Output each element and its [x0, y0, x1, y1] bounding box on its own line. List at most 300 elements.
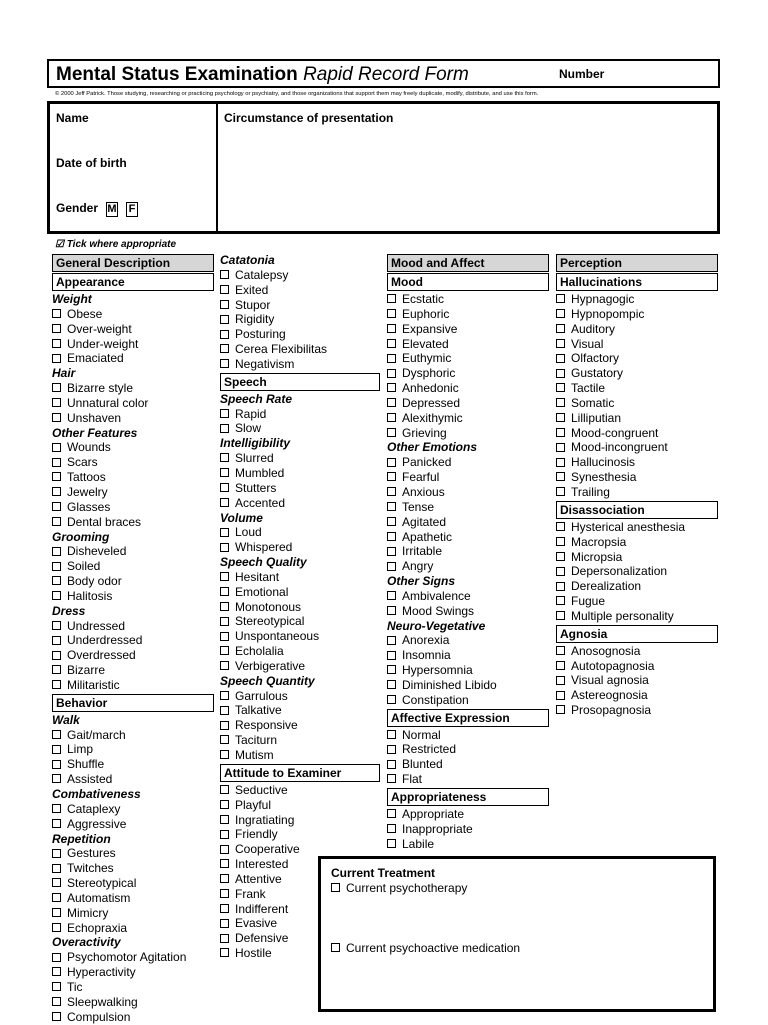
option-mood-incongruent[interactable] — [556, 440, 718, 455]
checkbox[interactable] — [387, 824, 396, 833]
option-unspontaneous[interactable] — [220, 629, 380, 644]
option-assisted[interactable] — [52, 772, 214, 787]
checkbox[interactable] — [387, 517, 396, 526]
checkbox[interactable] — [556, 567, 565, 576]
checkbox[interactable] — [52, 383, 61, 392]
option-prosopagnosia[interactable] — [556, 703, 718, 718]
checkbox[interactable] — [387, 532, 396, 541]
checkbox[interactable] — [556, 537, 565, 546]
checkbox[interactable] — [387, 547, 396, 556]
checkbox[interactable] — [220, 359, 229, 368]
checkbox[interactable] — [52, 953, 61, 962]
option-label: Angry — [402, 559, 434, 574]
checkbox[interactable] — [556, 611, 565, 620]
checkbox[interactable] — [52, 878, 61, 887]
option-mutism[interactable] — [220, 748, 380, 763]
option-gait-march[interactable] — [52, 728, 214, 743]
checkbox[interactable] — [220, 721, 229, 730]
checkbox[interactable] — [220, 785, 229, 794]
circumstance-field[interactable]: Circumstance of presentation — [224, 111, 394, 125]
option-soiled[interactable] — [52, 559, 214, 574]
checkbox[interactable] — [52, 443, 61, 452]
checkbox[interactable] — [556, 661, 565, 670]
checkbox[interactable] — [52, 309, 61, 318]
checkbox[interactable] — [387, 839, 396, 848]
checkbox[interactable] — [220, 646, 229, 655]
option-apathetic[interactable] — [387, 530, 549, 545]
treatment-psychotherapy[interactable] — [331, 881, 467, 895]
option-under-weight[interactable] — [52, 337, 214, 352]
checkbox[interactable] — [52, 458, 61, 467]
checkbox[interactable] — [387, 562, 396, 571]
option-underdressed[interactable] — [52, 633, 214, 648]
checkbox[interactable] — [52, 591, 61, 600]
option-label: Whispered — [235, 540, 293, 555]
option-ecstatic[interactable] — [387, 292, 549, 307]
option-garrulous[interactable] — [220, 689, 380, 704]
option-visual[interactable] — [556, 337, 718, 352]
checkbox[interactable] — [220, 453, 229, 462]
checkbox[interactable] — [387, 774, 396, 783]
checkbox[interactable] — [52, 517, 61, 526]
checkbox[interactable] — [52, 760, 61, 769]
checkbox[interactable] — [387, 680, 396, 689]
gender-m-box[interactable]: M — [107, 203, 117, 215]
option-derealization[interactable] — [556, 579, 718, 594]
checkbox[interactable] — [220, 815, 229, 824]
checkbox[interactable] — [52, 547, 61, 556]
checkbox[interactable] — [331, 883, 340, 892]
option-depressed[interactable] — [387, 396, 549, 411]
option-tactile[interactable] — [556, 381, 718, 396]
checkbox[interactable] — [220, 948, 229, 957]
checkbox[interactable] — [52, 1012, 61, 1021]
option-echopraxia[interactable] — [52, 921, 214, 936]
checkbox[interactable] — [387, 413, 396, 422]
section-header-general-description: General Description — [52, 254, 214, 272]
option-catalepsy[interactable] — [220, 268, 380, 283]
option-mood-congruent[interactable] — [556, 426, 718, 441]
option-expansive[interactable] — [387, 322, 549, 337]
option-visual-agnosia[interactable] — [556, 673, 718, 688]
checkbox[interactable] — [556, 369, 565, 378]
option-somatic[interactable] — [556, 396, 718, 411]
option-restricted[interactable] — [387, 742, 549, 757]
option-verbigerative[interactable] — [220, 659, 380, 674]
checkbox[interactable] — [556, 458, 565, 467]
subheading-dress: Dress — [52, 603, 86, 618]
option-limp[interactable] — [52, 742, 214, 757]
checkbox[interactable] — [556, 676, 565, 685]
option-mood-swings[interactable] — [387, 604, 549, 619]
checkbox[interactable] — [52, 680, 61, 689]
checkbox[interactable] — [52, 562, 61, 571]
option-overdressed[interactable] — [52, 648, 214, 663]
checkbox[interactable] — [387, 606, 396, 615]
option-label: Anxious — [402, 484, 445, 499]
option-grieving[interactable] — [387, 426, 549, 441]
checkbox[interactable] — [52, 576, 61, 585]
option-hypnopompic[interactable] — [556, 307, 718, 322]
checkbox[interactable] — [556, 294, 565, 303]
option-negativism[interactable] — [220, 357, 380, 372]
option-euthymic[interactable] — [387, 351, 549, 366]
option-whispered[interactable] — [220, 540, 380, 555]
option-slurred[interactable] — [220, 451, 380, 466]
checkbox[interactable] — [220, 859, 229, 868]
treatment-medication[interactable] — [331, 941, 520, 955]
option-multiple-personality[interactable] — [556, 609, 718, 624]
option-lilliputian[interactable] — [556, 411, 718, 426]
checkbox[interactable] — [220, 483, 229, 492]
option-responsive[interactable] — [220, 718, 380, 733]
checkbox[interactable] — [387, 651, 396, 660]
checkbox[interactable] — [220, 904, 229, 913]
checkbox[interactable] — [52, 908, 61, 917]
option-compulsion[interactable] — [52, 1010, 214, 1025]
option-appropriate[interactable] — [387, 807, 549, 822]
option-elevated[interactable] — [387, 337, 549, 352]
checkbox[interactable] — [387, 324, 396, 333]
checkbox[interactable] — [220, 617, 229, 626]
checkbox[interactable] — [556, 428, 565, 437]
number-field[interactable] — [551, 61, 718, 86]
checkbox[interactable] — [220, 300, 229, 309]
option-emaciated[interactable] — [52, 351, 214, 366]
option-tic[interactable] — [52, 980, 214, 995]
option-rapid[interactable] — [220, 407, 380, 422]
option-autotopagnosia[interactable] — [556, 659, 718, 674]
option-gustatory[interactable] — [556, 366, 718, 381]
checkbox[interactable] — [556, 691, 565, 700]
checkbox[interactable] — [52, 651, 61, 660]
option-fearful[interactable] — [387, 470, 549, 485]
checkbox[interactable] — [387, 502, 396, 511]
checkbox[interactable] — [52, 774, 61, 783]
section-header-agnosia: Agnosia — [556, 625, 718, 643]
checkbox[interactable] — [556, 354, 565, 363]
checkbox[interactable] — [556, 309, 565, 318]
checkbox[interactable] — [52, 967, 61, 976]
option-agitated[interactable] — [387, 515, 549, 530]
checkbox[interactable] — [52, 502, 61, 511]
option-normal[interactable] — [387, 728, 549, 743]
option-angry[interactable] — [387, 559, 549, 574]
checkbox[interactable] — [387, 809, 396, 818]
option-slow[interactable] — [220, 421, 380, 436]
checkbox[interactable] — [556, 582, 565, 591]
option-talkative[interactable] — [220, 703, 380, 718]
checkbox[interactable] — [220, 344, 229, 353]
option-hallucinosis[interactable] — [556, 455, 718, 470]
checkbox[interactable] — [220, 889, 229, 898]
checkbox[interactable] — [220, 602, 229, 611]
checkbox[interactable] — [556, 522, 565, 531]
option-label: Lilliputian — [571, 410, 622, 425]
checkbox[interactable] — [556, 398, 565, 407]
checkbox[interactable] — [220, 409, 229, 418]
option-inappropriate[interactable] — [387, 822, 549, 837]
option-micropsia[interactable] — [556, 550, 718, 565]
checkbox[interactable] — [52, 997, 61, 1006]
option-label: Talkative — [235, 703, 282, 718]
checkbox[interactable] — [387, 472, 396, 481]
checkbox[interactable] — [52, 354, 61, 363]
option-playful[interactable] — [220, 798, 380, 813]
checkbox[interactable] — [220, 528, 229, 537]
option-olfactory[interactable] — [556, 351, 718, 366]
option-label: Automatism — [67, 890, 131, 905]
checkbox[interactable] — [220, 845, 229, 854]
checkbox[interactable] — [556, 646, 565, 655]
checkbox[interactable] — [387, 665, 396, 674]
option-aggressive[interactable] — [52, 817, 214, 832]
option-label: Anhedonic — [402, 381, 459, 396]
checkbox[interactable] — [387, 294, 396, 303]
option-rigidity[interactable] — [220, 312, 380, 327]
checkbox[interactable] — [220, 498, 229, 507]
dob-field[interactable]: Date of birth — [56, 156, 127, 170]
option-scars[interactable] — [52, 455, 214, 470]
checkbox[interactable] — [52, 923, 61, 932]
checkbox[interactable] — [556, 705, 565, 714]
option-gestures[interactable] — [52, 846, 214, 861]
option-anosognosia[interactable] — [556, 644, 718, 659]
checkbox[interactable] — [387, 760, 396, 769]
checkbox[interactable] — [220, 543, 229, 552]
option-ingratiating[interactable] — [220, 813, 380, 828]
option-over-weight[interactable] — [52, 322, 214, 337]
option-psychomotor-agitation[interactable] — [52, 950, 214, 965]
checkbox[interactable] — [556, 383, 565, 392]
option-glasses[interactable] — [52, 500, 214, 515]
option-exited[interactable] — [220, 283, 380, 298]
checkbox[interactable] — [220, 735, 229, 744]
checkbox[interactable] — [556, 487, 565, 496]
option-fugue[interactable] — [556, 594, 718, 609]
checkbox[interactable] — [52, 413, 61, 422]
option-tattoos[interactable] — [52, 470, 214, 485]
option-cerea-flexibilitas[interactable] — [220, 342, 380, 357]
checkbox[interactable] — [387, 636, 396, 645]
option-dysphoric[interactable] — [387, 366, 549, 381]
option-hesitant[interactable] — [220, 570, 380, 585]
option-label: Hypnopompic — [571, 306, 645, 321]
checkbox[interactable] — [220, 691, 229, 700]
checkbox[interactable] — [52, 621, 61, 630]
option-diminished-libido[interactable] — [387, 678, 549, 693]
option-anorexia[interactable] — [387, 633, 549, 648]
option-hysterical-anesthesia[interactable] — [556, 520, 718, 535]
checkbox[interactable] — [52, 864, 61, 873]
option-stupor[interactable] — [220, 298, 380, 313]
option-irritable[interactable] — [387, 544, 549, 559]
option-accented[interactable] — [220, 496, 380, 511]
option-flat[interactable] — [387, 772, 549, 787]
option-militaristic[interactable] — [52, 678, 214, 693]
checkbox[interactable] — [220, 874, 229, 883]
page-title — [56, 64, 469, 86]
option-trailing[interactable] — [556, 485, 718, 500]
checkbox[interactable] — [220, 424, 229, 433]
option-shuffle[interactable] — [52, 757, 214, 772]
checkbox[interactable] — [387, 745, 396, 754]
option-echolalia[interactable] — [220, 644, 380, 659]
option-obese[interactable] — [52, 307, 214, 322]
option-stutters[interactable] — [220, 481, 380, 496]
option-automatism[interactable] — [52, 891, 214, 906]
checkbox[interactable] — [220, 706, 229, 715]
checkbox[interactable] — [387, 398, 396, 407]
checkbox[interactable] — [387, 354, 396, 363]
option-euphoric[interactable] — [387, 307, 549, 322]
checkbox[interactable] — [556, 324, 565, 333]
option-depersonalization[interactable] — [556, 564, 718, 579]
checkbox[interactable] — [52, 636, 61, 645]
checkbox[interactable] — [52, 472, 61, 481]
option-mumbled[interactable] — [220, 466, 380, 481]
option-labile[interactable] — [387, 837, 549, 852]
option-label: Ambivalence — [402, 588, 471, 603]
option-twitches[interactable] — [52, 861, 214, 876]
option-constipation[interactable] — [387, 693, 549, 708]
checkbox[interactable] — [52, 849, 61, 858]
checkbox[interactable] — [387, 369, 396, 378]
option-stereotypical[interactable] — [52, 876, 214, 891]
option-wounds[interactable] — [52, 440, 214, 455]
checkbox[interactable] — [52, 339, 61, 348]
checkbox[interactable] — [387, 428, 396, 437]
option-cooperative[interactable] — [220, 842, 380, 857]
checkbox[interactable] — [387, 458, 396, 467]
checkbox[interactable] — [220, 285, 229, 294]
option-bizarre[interactable] — [52, 663, 214, 678]
option-label: Rigidity — [235, 312, 275, 327]
option-unshaven[interactable] — [52, 411, 214, 426]
checkbox[interactable] — [387, 383, 396, 392]
option-unnatural-color[interactable] — [52, 396, 214, 411]
option-hypersomnia[interactable] — [387, 663, 549, 678]
checkbox[interactable] — [220, 270, 229, 279]
option-auditory[interactable] — [556, 322, 718, 337]
option-macropsia[interactable] — [556, 535, 718, 550]
checkbox[interactable] — [52, 398, 61, 407]
option-tense[interactable] — [387, 500, 549, 515]
checkbox[interactable] — [331, 943, 340, 952]
checkbox[interactable] — [556, 596, 565, 605]
option-emotional[interactable] — [220, 585, 380, 600]
option-undressed[interactable] — [52, 619, 214, 634]
option-panicked[interactable] — [387, 455, 549, 470]
option-label: Emotional — [235, 584, 289, 599]
option-label: Ingratiating — [235, 812, 295, 827]
checkbox[interactable] — [220, 919, 229, 928]
option-label: Hesitant — [235, 569, 280, 584]
option-monotonous[interactable] — [220, 600, 380, 615]
checkbox[interactable] — [387, 339, 396, 348]
checkbox[interactable] — [556, 413, 565, 422]
checkbox[interactable] — [220, 330, 229, 339]
option-sleepwalking[interactable] — [52, 995, 214, 1010]
checkbox[interactable] — [52, 819, 61, 828]
option-ambivalence[interactable] — [387, 589, 549, 604]
checkbox[interactable] — [387, 309, 396, 318]
checkbox[interactable] — [52, 665, 61, 674]
option-label: Hallucinosis — [571, 455, 636, 470]
option-jewelry[interactable] — [52, 485, 214, 500]
checkbox[interactable] — [220, 587, 229, 596]
option-label: Agitated — [402, 514, 447, 529]
option-anxious[interactable] — [387, 485, 549, 500]
checkbox[interactable] — [220, 468, 229, 477]
option-bizarre-style[interactable] — [52, 381, 214, 396]
checkbox[interactable] — [556, 552, 565, 561]
option-taciturn[interactable] — [220, 733, 380, 748]
option-cataplexy[interactable] — [52, 802, 214, 817]
gender-f-box[interactable]: F — [126, 202, 138, 217]
option-synesthesia[interactable] — [556, 470, 718, 485]
checkbox[interactable] — [220, 315, 229, 324]
checkbox[interactable] — [556, 443, 565, 452]
checkbox[interactable] — [52, 982, 61, 991]
option-friendly[interactable] — [220, 827, 380, 842]
checkbox[interactable] — [556, 339, 565, 348]
option-posturing[interactable] — [220, 327, 380, 342]
checkbox[interactable] — [52, 730, 61, 739]
checkbox[interactable] — [387, 695, 396, 704]
subheading-speech-quality: Speech Quality — [220, 555, 307, 570]
option-dental-braces[interactable] — [52, 515, 214, 530]
checkbox[interactable] — [220, 934, 229, 943]
checkbox[interactable] — [220, 750, 229, 759]
option-halitosis[interactable] — [52, 589, 214, 604]
checkbox[interactable] — [52, 745, 61, 754]
option-hypnagogic[interactable] — [556, 292, 718, 307]
option-label: Expansive — [402, 321, 458, 336]
option-blunted[interactable] — [387, 757, 549, 772]
name-field[interactable]: Name — [56, 111, 89, 125]
checkbox[interactable] — [52, 487, 61, 496]
checkbox[interactable] — [52, 893, 61, 902]
option-insomnia[interactable] — [387, 648, 549, 663]
checkbox[interactable] — [556, 472, 565, 481]
checkbox[interactable] — [387, 730, 396, 739]
subheading-neuro-vegetative: Neuro-Vegetative — [387, 618, 486, 633]
option-anhedonic[interactable] — [387, 381, 549, 396]
checkbox[interactable] — [220, 632, 229, 641]
checkbox[interactable] — [220, 661, 229, 670]
option-loud[interactable] — [220, 525, 380, 540]
option-astereognosia[interactable] — [556, 688, 718, 703]
column-mood-affect — [387, 253, 549, 852]
option-mimicry[interactable] — [52, 906, 214, 921]
checkbox[interactable] — [387, 487, 396, 496]
option-seductive[interactable] — [220, 783, 380, 798]
option-body-odor[interactable] — [52, 574, 214, 589]
checkbox[interactable] — [220, 572, 229, 581]
checkbox[interactable] — [387, 591, 396, 600]
option-hyperactivity[interactable] — [52, 965, 214, 980]
option-label: Tense — [402, 499, 435, 514]
option-alexithymic[interactable] — [387, 411, 549, 426]
checkbox[interactable] — [52, 804, 61, 813]
option-label: Emaciated — [67, 351, 124, 366]
checkbox[interactable] — [52, 324, 61, 333]
option-stereotypical[interactable] — [220, 614, 380, 629]
checkbox[interactable] — [220, 830, 229, 839]
option-disheveled[interactable] — [52, 544, 214, 559]
checkbox[interactable] — [220, 800, 229, 809]
